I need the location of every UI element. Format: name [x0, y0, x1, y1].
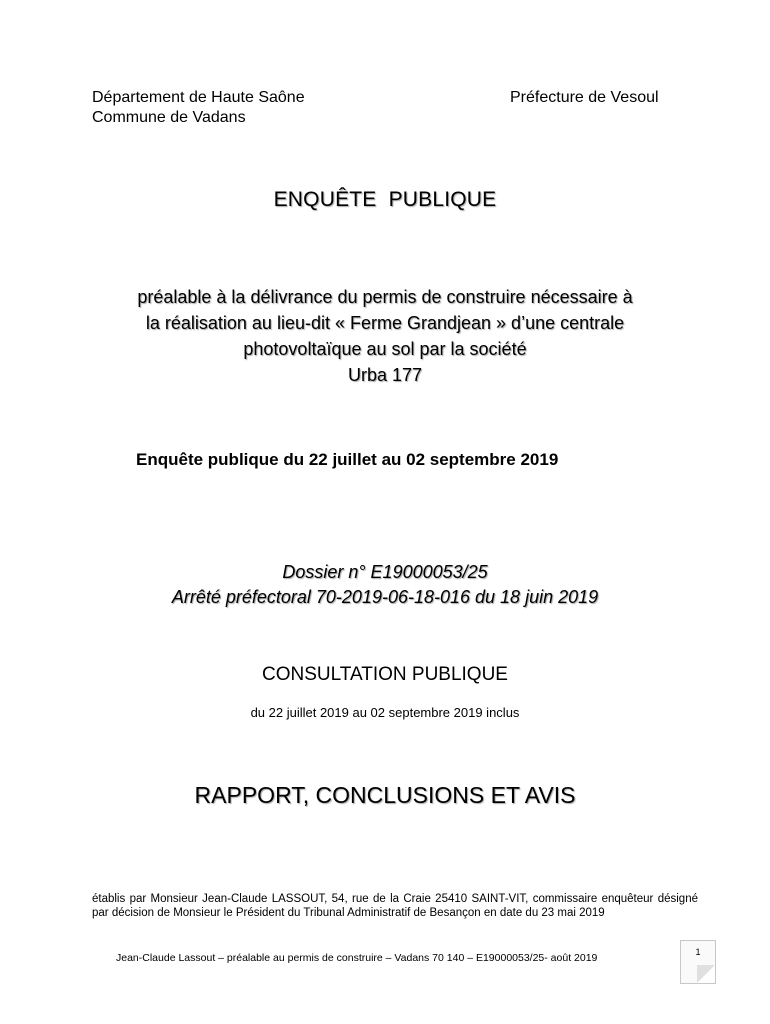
department-label: Département de Haute Saône — [92, 89, 305, 106]
rapport-title: RAPPORT, CONCLUSIONS ET AVIS — [194, 782, 576, 808]
page-number: 1 — [695, 947, 701, 957]
etablis-paragraph: établis par Monsieur Jean-Claude LASSOUT, 54, rue de la Craie 25410 SAINT-VIT, commissaire enquêteur désigné par décision de Monsieur le Président du Tribunal Administratif de Besançon en date du 23 mai 2019 — [92, 893, 698, 919]
prefecture-label: Préfecture de Vesoul — [510, 89, 659, 106]
dossier-number: Dossier n° E19000053/25 — [282, 562, 488, 582]
page-footer: Jean-Claude Lassout – préalable au permis de construire – Vadans 70 140 – E19000053/25- août 2019 — [116, 952, 598, 964]
subtitle-line: préalable à la délivrance du permis de construire nécessaire à — [137, 287, 633, 307]
dossier-block — [0, 560, 770, 610]
commune-label: Commune de Vadans — [92, 109, 246, 126]
arrete-prefectoral: Arrêté préfectoral 70-2019-06-18-016 du 18 juin 2019 — [171, 587, 599, 607]
page-number-box — [680, 940, 716, 984]
enquete-dates: Enquête publique du 22 juillet au 02 septembre 2019 — [136, 450, 559, 469]
subtitle-line: Urba 177 — [347, 365, 423, 385]
subtitle-line: la réalisation au lieu-dit « Ferme Grandjean » d’une centrale — [145, 313, 625, 333]
document-subtitle — [0, 284, 770, 388]
page-fold-icon — [697, 965, 715, 983]
subtitle-line: photovoltaïque au sol par la société — [243, 339, 527, 359]
consultation-title: CONSULTATION PUBLIQUE — [262, 664, 508, 685]
document-title: ENQUÊTE PUBLIQUE — [273, 188, 497, 211]
consultation-dates: du 22 juillet 2019 au 02 septembre 2019 inclus — [250, 705, 520, 720]
